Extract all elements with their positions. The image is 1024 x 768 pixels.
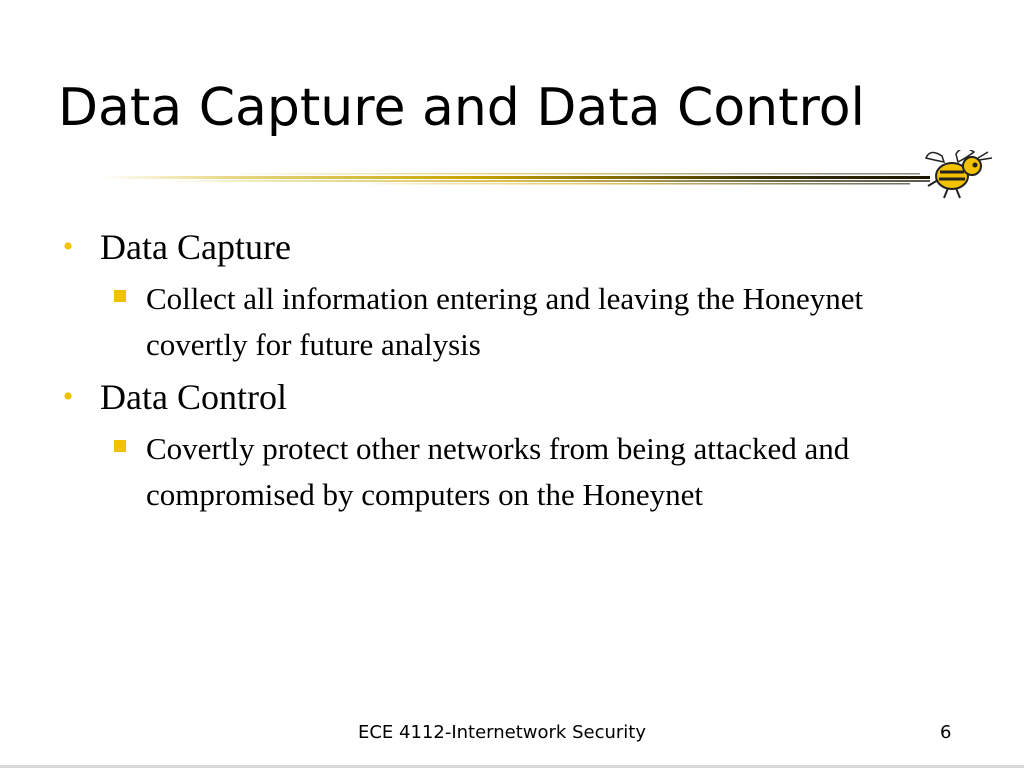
bullet-text: Data Control [100,377,287,417]
slide-body [56,224,956,524]
slide-footer [0,718,1024,748]
sub-bullet-item [56,426,916,518]
bullet-item [56,374,956,420]
bullet-dot-icon: • [62,380,74,413]
sub-bullet-text: Covertly protect other networks from being attacked and compromised by computers on the Honeynet [146,431,850,512]
square-bullet-icon [114,440,126,452]
bullet-text: Data Capture [100,227,291,267]
slide-title: Data Capture and Data Control [58,78,865,138]
bullet-dot-icon: • [62,230,74,263]
sub-bullet-item [56,276,916,368]
yellow-jacket-mascot-rule-icon [100,150,1000,200]
bullet-item [56,224,956,270]
square-bullet-icon [114,290,126,302]
footer-course-label: ECE 4112-Internetwork Security [357,722,646,743]
sub-bullet-text: Collect all information entering and leaving the Honeynet covertly for future analysis [146,281,864,362]
slide-number: 6 [940,722,952,743]
